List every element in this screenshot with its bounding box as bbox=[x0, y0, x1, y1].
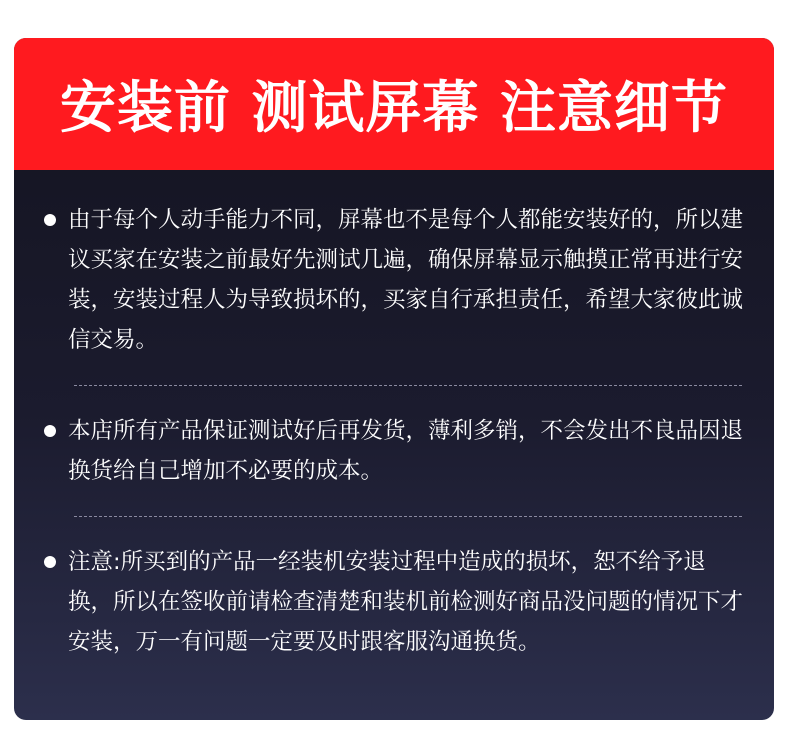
bullet-icon bbox=[44, 425, 56, 437]
dashed-divider bbox=[74, 516, 742, 517]
bullet-icon bbox=[44, 556, 56, 568]
note-item bbox=[44, 200, 744, 360]
notes-body bbox=[14, 170, 774, 662]
note-text: 由于每个人动手能力不同，屏幕也不是每个人都能安装好的，所以建议买家在安装之前最好先测试几遍，确保屏幕显示触摸正常再进行安装，安装过程人为导致损坏的，买家自行承担责任，希望大家彼此诚信交易。 bbox=[68, 207, 744, 353]
bullet-icon bbox=[44, 214, 56, 226]
header-banner bbox=[14, 38, 774, 170]
note-item bbox=[44, 542, 744, 662]
notice-card bbox=[14, 38, 774, 720]
dashed-divider bbox=[74, 385, 742, 386]
note-text: 本店所有产品保证测试好后再发货，薄利多销，不会发出不良品因退换货给自己增加不必要的成本。 bbox=[68, 418, 744, 484]
note-text: 注意:所买到的产品一经装机安装过程中造成的损坏，恕不给予退换，所以在签收前请检查清楚和装机前检测好商品没问题的情况下才安装，万一有问题一定要及时跟客服沟通换货。 bbox=[68, 549, 744, 655]
note-item bbox=[44, 411, 744, 491]
header-title: 安装前 测试屏幕 注意细节 bbox=[60, 76, 728, 141]
